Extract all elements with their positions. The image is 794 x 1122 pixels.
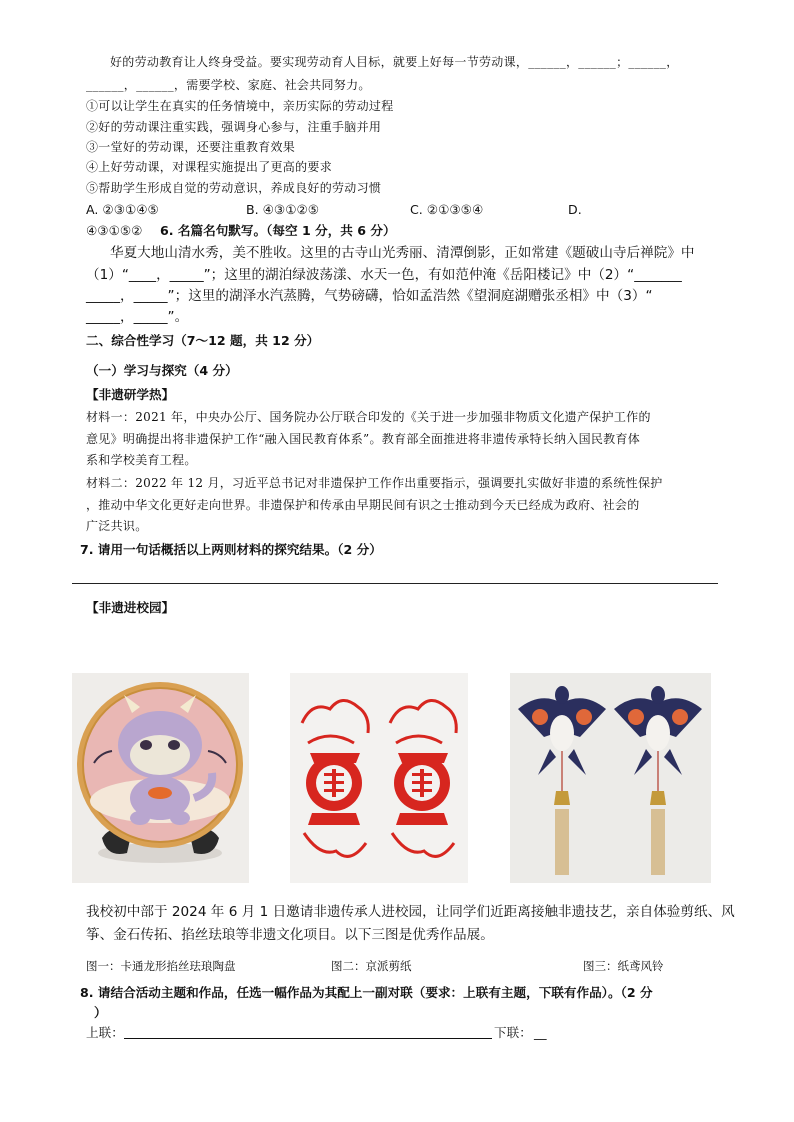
material1-line3: 系和学校美育工程。 bbox=[86, 453, 197, 467]
q6-line2: （1）“____，_____”；这里的湖泊绿波荡漾、水天一色，有如范仲淹《岳阳楼记》中（2）“_______ bbox=[86, 267, 682, 283]
q5-option-c[interactable]: C. ②①③⑤④ bbox=[410, 202, 484, 217]
q5-sentence-1: ①可以让学生在真实的任务情境中，亲历实际的劳动过程 bbox=[86, 99, 394, 113]
plate-image bbox=[72, 673, 249, 883]
caption-figure-2: 图二：京派剪纸 bbox=[331, 959, 412, 973]
q5-sentence-3: ③一堂好的劳动课，还要注重教育效果 bbox=[86, 140, 296, 154]
q8-prompt-line1: 8. 请结合活动主题和作品，任选一幅作品为其配上一副对联（要求：上联有主题，下联有作品）。（2 分 bbox=[80, 985, 653, 1000]
q7-prompt: 7. 请用一句话概括以上两则材料的探究结果。（2 分） bbox=[80, 542, 382, 557]
q5-sentence-5: ⑤帮助学生形成自觉的劳动意识，养成良好的劳动习惯 bbox=[86, 181, 382, 195]
q5-option-d[interactable]: D. bbox=[568, 202, 582, 217]
q6-title: 6. 名篇名句默写。（每空 1 分，共 6 分） bbox=[160, 223, 396, 238]
material1-line2: 意见》明确提出将非遗保护工作“融入国民教育体系”。教育部全面推进将非遗传承特长纳入国民教育体 bbox=[86, 432, 641, 446]
intro-line2: 筝、金石传拓、掐丝珐琅等非遗文化项目。以下三图是优秀作品展。 bbox=[86, 927, 494, 943]
q5-stem-line2: ______，______，需要学校、家庭、社会共同努力。 bbox=[86, 78, 371, 92]
tag-campus: 【非遗进校园】 bbox=[86, 600, 175, 615]
upper-couplet-label: 上联： bbox=[86, 1025, 124, 1040]
papercut-image bbox=[290, 673, 468, 883]
tag-research: 【非遗研学热】 bbox=[86, 387, 175, 402]
photo-kite-windchime bbox=[510, 673, 711, 883]
q5-option-d-content: ④③①⑤② bbox=[86, 223, 143, 238]
q5-sentence-4: ④上好劳动课，对课程实施提出了更高的要求 bbox=[86, 160, 333, 174]
photo-paper-cut bbox=[290, 673, 468, 883]
q6-line1: 华夏大地山清水秀，美不胜收。这里的古寺山光秀丽、清潭倒影，正如常建《题破山寺后禅院》中 bbox=[110, 245, 695, 261]
q5-option-b[interactable]: B. ④③①②⑤ bbox=[246, 202, 320, 217]
caption-figure-3: 图三：纸鸢风铃 bbox=[583, 959, 664, 973]
upper-couplet-blank[interactable] bbox=[124, 1038, 492, 1039]
q5-option-a[interactable]: A. ②③①④⑤ bbox=[86, 202, 159, 217]
material2-line3: 广泛共识。 bbox=[86, 519, 148, 533]
answer-line[interactable] bbox=[72, 583, 718, 584]
kite-image bbox=[510, 673, 711, 883]
lower-couplet-label: 下联： bbox=[494, 1025, 532, 1040]
subsection-title: （一）学习与探究（4 分） bbox=[86, 363, 238, 378]
q6-line4: _____，_____”。 bbox=[86, 309, 189, 325]
caption-figure-1: 图一：卡通龙形掐丝珐琅陶盘 bbox=[86, 959, 236, 973]
material2-line2: ，推动中华文化更好走向世界。非遗保护和传承由早期民间有识之士推动到今天已经成为政府、社会的 bbox=[86, 498, 640, 512]
q8-prompt-line2: ） bbox=[94, 1005, 107, 1020]
section-title: 二、综合性学习（7～12 题，共 12 分） bbox=[86, 333, 320, 348]
q5-stem-line1: 好的劳动教育让人终身受益。要实现劳动育人目标，就要上好每一节劳动课，______，______；______， bbox=[110, 55, 679, 69]
material2-line1: 材料二：2022 年 12 月，习近平总书记对非遗保护工作作出重要指示，强调要扎实做好非遗的系统性保护 bbox=[86, 476, 663, 490]
q5-sentence-2: ②好的劳动课注重实践，强调身心参与，注重手脑并用 bbox=[86, 120, 382, 134]
material1-line1: 材料一：2021 年，中央办公厅、国务院办公厅联合印发的《关于进一步加强非物质文化遗产保护工作的 bbox=[86, 410, 651, 424]
photo-cloisonne-plate bbox=[72, 673, 249, 883]
intro-line1: 我校初中部于 2024 年 6 月 1 日邀请非遗传承人进校园，让同学们近距离接触非遗技艺，亲自体验剪纸、风 bbox=[86, 904, 735, 920]
lower-couplet-blank[interactable]: __ bbox=[534, 1025, 547, 1040]
q6-line3: _____，_____”；这里的湖泽水汽蒸腾，气势磅礴，恰如孟浩然《望洞庭湖赠张丞相》中（3）“ bbox=[86, 288, 653, 304]
